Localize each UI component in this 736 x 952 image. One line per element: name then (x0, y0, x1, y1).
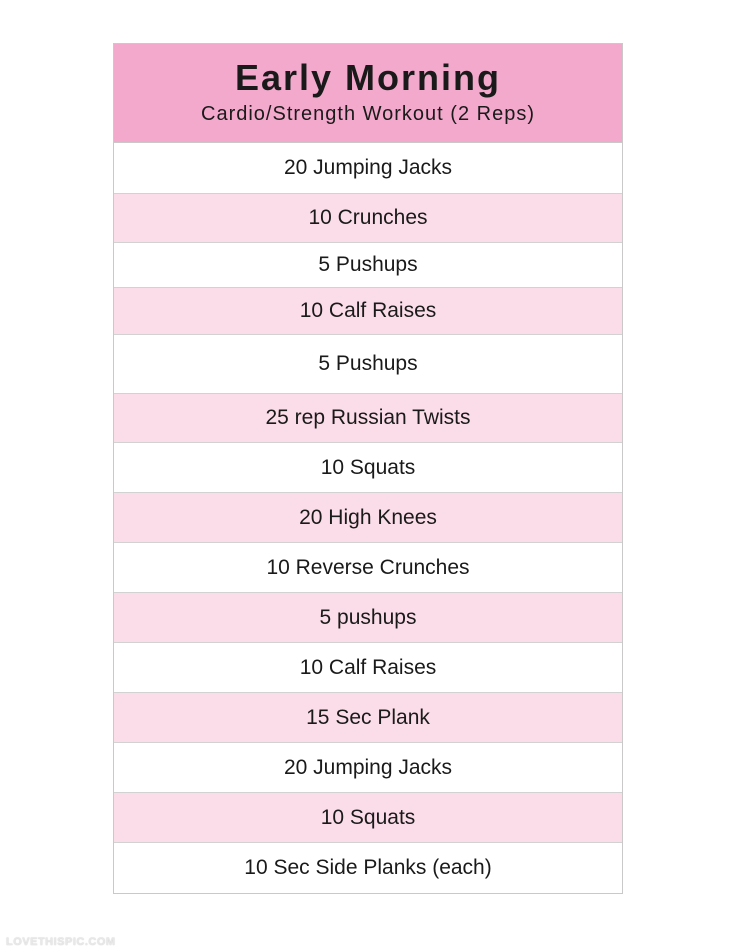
exercise-row: 5 pushups (114, 593, 622, 643)
card-header (114, 44, 622, 143)
workout-card (113, 43, 623, 894)
exercise-row: 10 Crunches (114, 194, 622, 243)
exercise-row: 10 Sec Side Planks (each) (114, 843, 622, 893)
exercise-row: 10 Calf Raises (114, 643, 622, 693)
exercise-row: 10 Squats (114, 793, 622, 843)
exercise-list (114, 143, 622, 893)
exercise-row: 20 High Knees (114, 493, 622, 543)
exercise-row: 10 Calf Raises (114, 288, 622, 335)
exercise-row: 15 Sec Plank (114, 693, 622, 743)
exercise-row: 5 Pushups (114, 243, 622, 288)
watermark: LOVETHISPIC.COM (6, 936, 116, 948)
page-title: Early Morning (234, 57, 502, 98)
exercise-row: 5 Pushups (114, 335, 622, 394)
exercise-row: 10 Squats (114, 443, 622, 493)
page-subtitle: Cardio/Strength Workout (2 Reps) (201, 103, 535, 125)
exercise-row: 20 Jumping Jacks (114, 743, 622, 793)
exercise-row: 25 rep Russian Twists (114, 394, 622, 443)
exercise-row: 20 Jumping Jacks (114, 143, 622, 194)
exercise-row: 10 Reverse Crunches (114, 543, 622, 593)
